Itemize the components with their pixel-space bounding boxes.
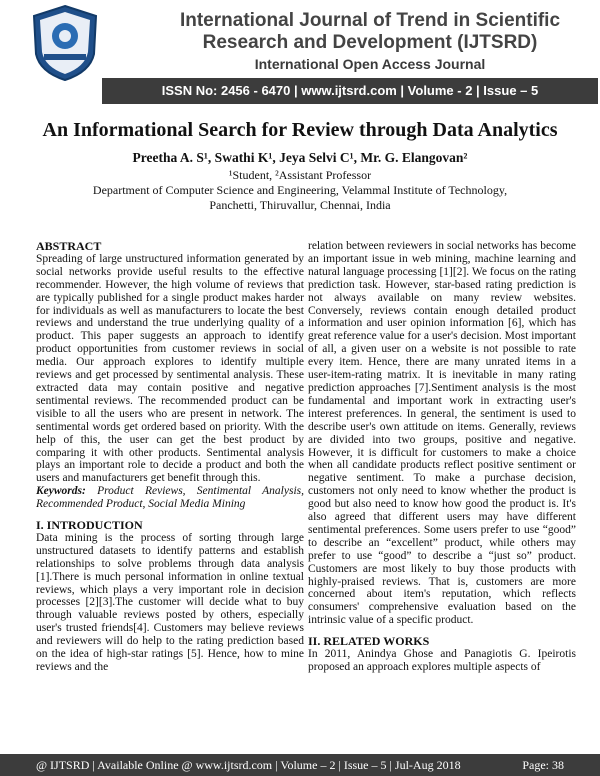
introduction-heading: I. INTRODUCTION [36, 518, 143, 533]
journal-name [150, 10, 590, 54]
keywords [36, 485, 304, 511]
page-number: Page: 38 [522, 758, 564, 772]
paper-authors: Preetha A. S¹, Swathi K¹, Jeya Selvi C¹, Mr. G. Elangovan² [132, 150, 468, 165]
related-works-text: In 2011, Anindya Ghose and Panagiotis G. Ipeirotis proposed an approach explores multiple aspects of [308, 648, 576, 673]
page-footer [0, 754, 600, 776]
journal-logo [30, 4, 100, 82]
abstract-heading: ABSTRACT [36, 239, 102, 253]
keywords-label: Keywords: [36, 485, 86, 498]
abstract-text: Spreading of large unstructured information generated by social networks provide useful results to the effective recommender. However, the high volume of reviews that are typically published for a single product makes harder for individuals as well as manufacturers to locate the best reviews and understand the true underlying quality of a product. This paper suggests an approach to identify product opportunities from customer reviews in social media. Our approach explores to identify multiple reviews and get processed by sentimental analysis. These extracted data may contain positive and negative sentimental reviews. The recommended product can be visible to all the users who are present in network. The sentimental words get ordered based on priority. With the help of this, the user can get the best product by comparing it with other products. Sentimental analysis plays an important role to decide a product and both the users and manufacturers get benefit through this. [36, 252, 304, 485]
journal-name-line2: Research and Development (IJTSRD) [202, 32, 538, 53]
introduction-text: Data mining is the process of sorting through large unstructured datasets to identify patterns and establish relationships to solve problems through data analysis [1].There is much personal information in online textual reviews, which plays a very important role in decision processes [2][3].The customer will decide what to buy through valuable reviews posted by others, especially user's trusted friends[4]. Customers may believe reviews and reviewers will do help to the rating prediction based on the idea of high-star ratings [5]. Hence, how to mine reviews and the [36, 531, 304, 673]
journal-subtitle: International Open Access Journal [254, 56, 486, 72]
paper-title: An Informational Search for Review through Data Analytics [42, 119, 558, 141]
left-column [36, 240, 304, 674]
affiliation-location: Panchetti, Thiruvallur, Chennai, India [209, 198, 391, 212]
keywords-text: Product Reviews, Sentimental Analysis, Recommended Product, Social Media Mining [36, 485, 304, 511]
affiliation-department: Department of Computer Science and Engineering, Velammal Institute of Technology, [92, 183, 508, 197]
right-column [308, 240, 576, 674]
author-roles: ¹Student, ²Assistant Professor [228, 168, 372, 182]
journal-header [0, 0, 600, 108]
introduction-continued-text: relation between reviewers in social networks has become an important issue in web mining, machine learning and natural language processing [1][2]. We focus on the rating prediction task. However, star-based rating prediction is not always available on many review websites. Conversely, reviews contain enough detailed product information and user opinion information [6], which has great reference value for a user's decision. Most important of all, a given user on a website is not possible to rate every item. Hence, there are many unrated items in a user-item-rating matrix. It is inevitable in many rating prediction approaches [7].Sentiment analysis is the most fundamental and important work in extracting user's interest preferences. In general, the sentiment is used to describe user's own attitude on items. Generally, reviews are divided into two groups, positive and negative. However, it is difficult for customers to make a choice when all candidate products reflect positive sentiment or negative sentiment. To make a purchase decision, customers not only need to know whether the product is good but also need to know how good the product is. It's also agreed that different users may have different sentimental preferences. Some users prefer to use “good” to describe an “excellent” product, while others may prefer to use “good” to describe a “just so” product. Customers are most likely to buy those products with highly-praised reviews. That is, customers are more concerned about item's reputation, which reflects consumers' comprehensive evaluation based on the intrinsic value of a specific product. [308, 240, 576, 627]
journal-name-line1: International Journal of Trend in Scientific [179, 10, 561, 31]
footer-journal-info: @ IJTSRD | Available Online @ www.ijtsrd.com | Volume – 2 | Issue – 5 | Jul-Aug 2018 [36, 758, 461, 772]
issn-bar: ISSN No: 2456 - 6470 | www.ijtsrd.com | Volume - 2 | Issue – 5 [102, 78, 598, 104]
related-works-heading: II. RELATED WORKS [308, 634, 430, 649]
